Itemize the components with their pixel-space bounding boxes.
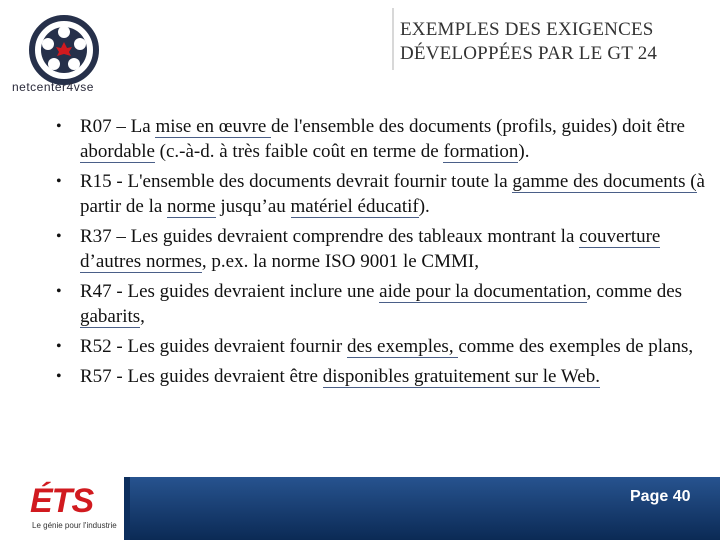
underlined-term: gamme des documents ( [512, 171, 697, 192]
requirement-text: R47 - Les guides devraient inclure une [80, 281, 380, 302]
requirement-item [50, 334, 718, 359]
underlined-term: abordable [80, 141, 155, 162]
requirement-text: de l'ensemble des documents (profils, guides) doit être [271, 116, 685, 137]
requirement-text: R07 – La [80, 116, 156, 137]
requirement-text: R57 - Les guides devraient être [80, 366, 323, 387]
netcenter-logo-text: netcenter4vse [12, 80, 94, 94]
slide-title-line-1: EXEMPLES DES EXIGENCES [400, 19, 654, 40]
requirement-text: (c.-à-d. à très faible coût en terme de [154, 141, 444, 162]
underlined-term: couverture d’autres normes [80, 226, 661, 272]
requirement-text: R37 – Les guides devraient comprendre des tableaux montrant la [80, 226, 580, 247]
bullet-icon: • [56, 368, 62, 385]
slide-title-line-2: DÉVELOPPÉES PAR LE GT 24 [400, 43, 658, 64]
ets-logo: ÉTS [30, 482, 94, 520]
title-divider [392, 8, 394, 70]
bullet-icon: • [56, 338, 62, 355]
bullet-icon: • [56, 283, 62, 300]
underlined-term: gabarits [80, 306, 141, 327]
requirement-text: R52 - Les guides devraient fournir [80, 336, 347, 357]
bullet-icon: • [56, 228, 62, 245]
requirement-text: , comme des [586, 281, 683, 302]
requirement-item [50, 114, 718, 164]
requirement-text: , [140, 306, 145, 327]
underlined-term: mise en œuvre [155, 116, 272, 137]
requirement-text: ). [518, 141, 530, 162]
requirement-item [50, 169, 718, 219]
requirement-item [50, 364, 718, 389]
bullet-icon: • [56, 118, 62, 135]
slide-title [400, 18, 715, 66]
bullet-icon: • [56, 173, 62, 190]
requirement-text: à partir de la [80, 171, 705, 217]
underlined-term: norme [167, 196, 216, 217]
footer-gradient [130, 477, 720, 540]
underlined-term: matériel éducatif [290, 196, 419, 217]
page-number: Page 40 [630, 488, 691, 505]
underlined-term: formation [443, 141, 519, 162]
requirement-item [50, 224, 718, 274]
requirement-text: jusqu’au [215, 196, 291, 217]
requirements-list [50, 114, 718, 394]
requirement-item [50, 279, 718, 329]
underlined-term: aide pour la documentation [379, 281, 587, 302]
requirement-text: ). [418, 196, 430, 217]
ets-tagline: Le génie pour l'industrie [32, 521, 117, 530]
requirement-text: R15 - L'ensemble des documents devrait fournir toute la [80, 171, 513, 192]
underlined-term: disponibles gratuitement sur le Web. [322, 366, 600, 387]
requirement-text: , p.ex. la norme ISO 9001 le CMMI, [201, 251, 479, 272]
underlined-term: des exemples, [346, 336, 459, 357]
requirement-text: comme des exemples de plans, [458, 336, 694, 357]
